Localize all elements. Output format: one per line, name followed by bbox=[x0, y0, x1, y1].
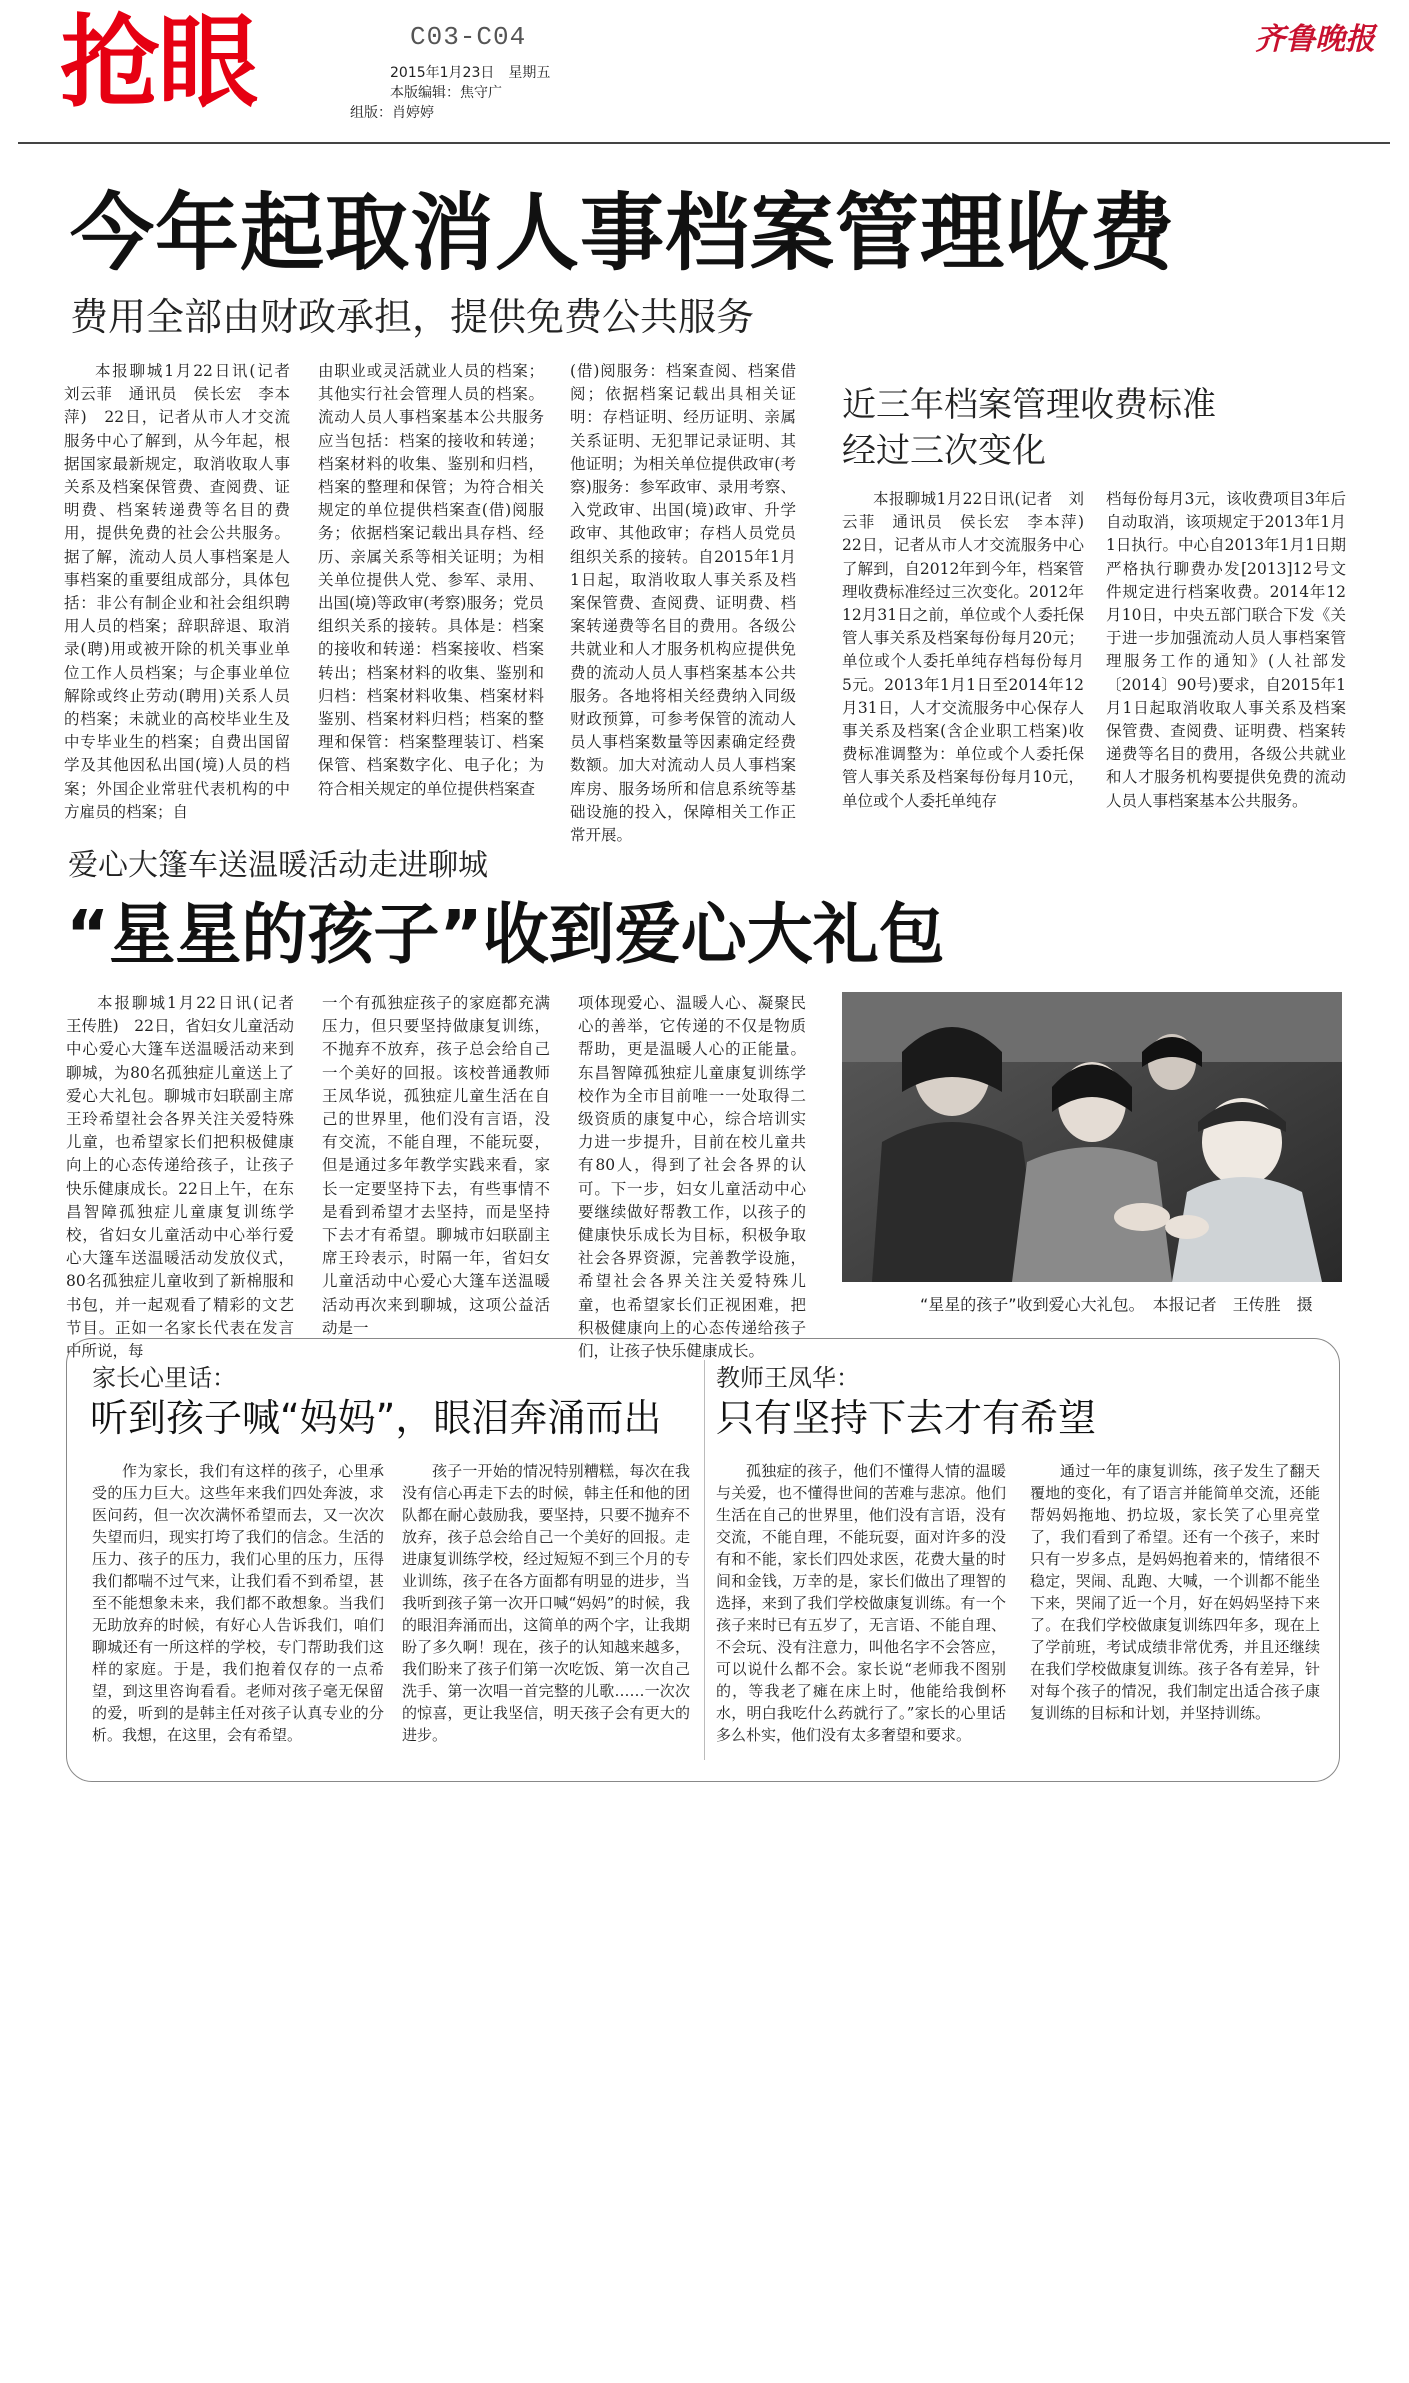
box-paragraph: 孤独症的孩子，他们不懂得人情的温暖与关爱，也不懂得世间的苦难与悲凉。他们生活在自己的世界里，他们没有言语，没有交流，不能自理，不能玩耍，面对许多的没有和不能，家长们四处求医，花费大量的时间和金钱，万幸的是，家长们做出了理智的选择，来到了我们学校做康复训练。有一个孩子来时已有五岁了，无言语、不能自理、不会玩、没有注意力，叫他名字不会答应，可以说什么都不会。家长说“老师我不图别的，等我老了瘫在床上时，他能给我倒杯水，明白我吃什么药就行了。”家长的心里话多么朴实，他们没有太多奢望和要求。 bbox=[716, 1462, 1006, 1744]
article-paragraph: 由职业或灵活就业人员的档案；其他实行社会管理人员的档案。流动人员人事档案基本公共服务应当包括：档案的接收和转递；档案材料的收集、鉴别和归档，档案的整理和保管；为符合相关规定的单位提供档案查(借)阅服务；依据档案记载出具存档、经历、亲属关系等相关证明；为相关单位提供人党、参军、录用、出国(境)等政审(考察)服务；党员组织关系的接转。具体是：档案的接收和转递：档案接收、档案转出；档案材料的收集、鉴别和归档：档案材料收集、档案材料鉴别、档案材料归档；档案的整理和保管：档案整理装订、档案保管、档案数字化、电子化；为符合相关规定的单位提供档案查 bbox=[318, 362, 544, 798]
article-body-column bbox=[318, 360, 544, 830]
photo-caption: “星星的孩子”收到爱心大礼包。 本报记者 王传胜 摄 bbox=[920, 1295, 1313, 1314]
box-body-column bbox=[1030, 1460, 1320, 1760]
sidebar-title: 经过三次变化 bbox=[842, 431, 1046, 471]
column-divider bbox=[704, 1360, 705, 1760]
article-paragraph: 一个有孤独症孩子的家庭都充满压力，但只要坚持做康复训练，不抛弃不放弃，孩子总会给自己一个美好的回报。该校普通教师王凤华说，孤独症儿童生活在自己的世界里，他们没有言语，没有交流，不能自理，不能玩耍，但是通过多年教学实践来看，家长一定要坚持下去，有些事情不是看到希望才去坚持，而是坚持下去才有希望。聊城市妇联副主席王玲表示，时隔一年，省妇女儿童活动中心爱心大篷车送温暖活动再次来到聊城，这项公益活动是一 bbox=[322, 994, 550, 1337]
article-paragraph: 本报聊城1月22日讯(记者 王传胜) 22日，省妇女儿童活动中心爱心大篷车送温暖活动来到聊城，为80名孤独症儿童送上了爱心大礼包。聊城市妇联副主席王玲希望社会各界关注关爱特殊儿童，也希望家长们把积极健康向上的心态传递给孩子，让孩子快乐健康成长。22日上午，在东昌智障孤独症儿童康复训练学校，省妇女儿童活动中心举行爱心大篷车送温暖活动发放仪式，80名孤独症儿童收到了新棉服和书包，并一起观看了精彩的文艺节目。正如一名家长代表在发言中所说，每 bbox=[66, 994, 310, 1361]
sidebar-paragraph: 本报聊城1月22日讯(记者 刘云菲 通讯员 侯长宏 李本萍) 22日，记者从市人才交流服务中心了解到，自2012年到今年，档案管理收费标准经过三次变化。2012年12月31日之前，单位或个人委托保管人事关系及档案每份每月20元；单位或个人委托单纯存档每份每月5元。2013年1月1日至2014年12月31日，人才交流服务中心保存人事关系及档案(含企业职工档案)收费标准调整为：单位或个人委托保管人事关系及档案每份每月10元，单位或个人委托单纯存 bbox=[842, 490, 1100, 810]
box-paragraph: 作为家长，我们有这样的孩子，心里承受的压力巨大。这些年来我们四处奔波，求医问药，但一次次满怀希望而去，又一次次失望而归，现实打垮了我们的信念。生活的压力、孩子的压力，我们心里的压力，压得我们都喘不过气来，让我们看不到希望，甚至不能想象未来，我们都不敢想象。当我们无助放弃的时候，有好心人告诉我们，咱们聊城还有一所这样的学校，专门帮助我们这样的家庭。于是，我们抱着仅存的一点希望，到这里咨询看看。老师对孩子毫无保留的爱，听到的是韩主任对孩子认真专业的分析。我想，在这里，会有希望。 bbox=[92, 1462, 384, 1744]
news-photo bbox=[842, 992, 1342, 1282]
article-body-column bbox=[578, 992, 806, 1361]
box-headline: 听到孩子喊“妈妈”，眼泪奔涌而出 bbox=[90, 1396, 662, 1440]
sidebar-paragraph: 档每份每月3元，该收费项目3年后自动取消，该项规定于2013年1月1日执行。中心自2013年1月1日期严格执行聊费办发[2013]12号文件规定进行档案收费。2014年12月10日，中央五部门联合下发《关于进一步加强流动人员人事档案管理服务工作的通知》(人社部发〔2014〕90号)要求，自2015年1月1日起取消收取人事关系及档案保管费、查阅费、证明费、档案转递费等名目的费用，各级公共就业和人才服务机构要提供免费的流动人员人事档案基本公共服务。 bbox=[1106, 490, 1346, 810]
masthead: 抢眼 bbox=[60, 4, 256, 121]
editor-credit: 本版编辑：焦守广 bbox=[390, 85, 502, 101]
photo-illustration bbox=[842, 992, 1342, 1282]
box-body-column bbox=[716, 1460, 1006, 1760]
article-paragraph: 本报聊城1月22日讯(记者 刘云菲 通讯员 侯长宏 李本萍) 22日，记者从市人才交流服务中心了解到，从今年起，根据国家最新规定，取消收取人事关系及档案保管费、查阅费、证明费、档案转递费等名目的费用，提供免费的社会公共服务。据了解，流动人员人事档案是人事档案的重要组成部分，具体包括：非公有制企业和社会组织聘用人员的档案；辞职辞退、取消录(聘)用或被开除的机关事业单位工作人员档案；与企事业单位解除或终止劳动(聘用)关系人员的档案；未就业的高校毕业生及中专毕业生的档案；自费出国留学及其他因私出国(境)人员的档案；外国企业常驻代表机构的中方雇员的档案；自 bbox=[64, 362, 306, 821]
article-headline: “星星的孩子”收到爱心大礼包 bbox=[66, 896, 945, 973]
sidebar-title: 近三年档案管理收费标准 bbox=[842, 385, 1216, 425]
article-body-column bbox=[64, 360, 306, 830]
article-headline: 今年起取消人事档案管理收费 bbox=[70, 184, 1176, 282]
article-body-column bbox=[570, 360, 796, 845]
box-paragraph: 通过一年的康复训练，孩子发生了翻天覆地的变化，有了语言并能简单交流，还能帮妈妈拖地、扔垃圾，家长笑了心里亮堂了，我们看到了希望。还有一个孩子，来时只有一岁多点，是妈妈抱着来的，情绪很不稳定，哭闹、乱跑、大喊，一个训都不能坐下来，哭闹了近一个月，好在妈妈坚持下来了。在我们学校做康复训练四年多，现在上了学前班，考试成绩非常优秀，并且还继续在我们学校做康复训练。孩子各有差异，针对每个孩子的情况，我们制定出适合孩子康复训练的目标和计划，并坚持训练。 bbox=[1030, 1462, 1320, 1722]
article-body-column bbox=[66, 992, 310, 1361]
box-kicker: 教师王凤华： bbox=[716, 1364, 860, 1392]
article-paragraph: 项体现爱心、温暖人心、凝聚民心的善举，它传递的不仅是物质帮助，更是温暖人心的正能量。东昌智障孤独症儿童康复训练学校作为全市目前唯一一处取得二级资质的康复中心，综合培训实力进一步提升，目前在校儿童共有80人，得到了社会各界的认可。下一步，妇女儿童活动中心要继续做好帮教工作，以孩子的健康快乐成长为目标，积极争取社会各界资源，完善教学设施，希望社会各界关注关爱特殊儿童，也希望家长们正视困难，把积极健康向上的心态传递给孩子们，让孩子快乐健康成长。 bbox=[578, 994, 806, 1361]
article-kicker: 爱心大篷车送温暖活动走进聊城 bbox=[68, 848, 488, 883]
box-body-column bbox=[402, 1460, 690, 1760]
article-body-column bbox=[322, 992, 550, 1337]
header-divider bbox=[18, 142, 1390, 144]
article-paragraph: (借)阅服务：档案查阅、档案借阅；依据档案记载出具相关证明：存档证明、经历证明、亲属关系证明、无犯罪记录证明、其他证明；为相关单位提供政审(考察)服务：参军政审、录用考察、入党政审、出国(境)政审、升学政审、其他政审；存档人员党员组织关系的接转。自2015年1月1日起，取消收取人事关系及档案保管费、查阅费、证明费、档案转递费等名目的费用。各级公共就业和人才服务机构应提供免费的流动人员人事档案基本公共服务。各地将相关经费纳入同级财政预算，可参考保管的流动人员人事档案数量等因素确定经费数额。加大对流动人员人事档案库房、服务场所和信息系统等基础设施的投入，保障相关工作正常开展。 bbox=[570, 362, 796, 845]
newspaper-logo: 齐鲁晚报 bbox=[1255, 22, 1375, 57]
box-headline: 只有坚持下去才有希望 bbox=[716, 1396, 1097, 1440]
sidebar-body-column bbox=[842, 488, 1100, 818]
sidebar-body-column bbox=[1106, 488, 1346, 818]
designer-credit: 组版：肖婷婷 bbox=[350, 105, 434, 121]
page-code: C03-C04 bbox=[410, 22, 527, 52]
article-subheadline: 费用全部由财政承担，提供免费公共服务 bbox=[70, 295, 755, 339]
box-paragraph: 孩子一开始的情况特别糟糕，每次在我没有信心再走下去的时候，韩主任和他的团队都在耐心鼓励我，要坚持，只要不抛弃不放弃，孩子总会给自己一个美好的回报。走进康复训练学校，经过短短不到三个月的专业训练，孩子在各方面都有明显的进步，当我听到孩子第一次开口喊“妈妈”的时候，我的眼泪奔涌而出，这简单的两个字，让我期盼了多久啊！现在，孩子的认知越来越多，我们盼来了孩子们第一次吃饭、第一次自己洗手、第一次唱一首完整的儿歌……一次次的惊喜，更让我坚信，明天孩子会有更大的进步。 bbox=[402, 1462, 690, 1744]
box-body-column bbox=[92, 1460, 384, 1760]
issue-date: 2015年1月23日 星期五 bbox=[390, 65, 551, 81]
box-kicker: 家长心里话： bbox=[92, 1364, 236, 1392]
